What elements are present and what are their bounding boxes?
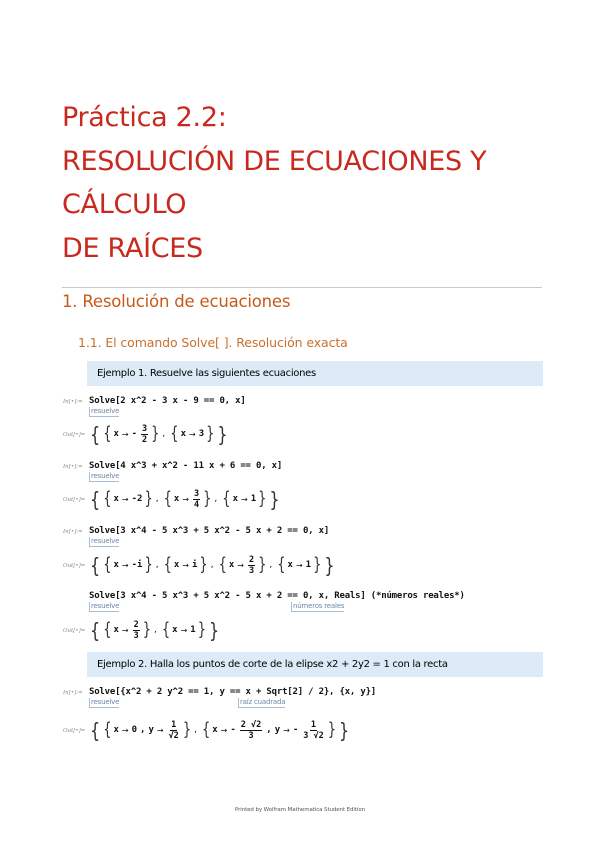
subsection-heading: 1.1. El comando Solve[ ]. Resolución exacta: [78, 335, 348, 350]
input-cell[interactable]: Solve[3 x^4 - 5 x^3 + 5 x^2 - 5 x + 2 == 0, x]: [89, 526, 330, 536]
solution-rule: x → 3: [180, 429, 205, 439]
input-label: In[•]:=: [63, 690, 83, 696]
example-1-text-cell[interactable]: Ejemplo 1. Resuelve las siguientes ecuaciones: [87, 361, 543, 386]
solution-rule: x → - $\frac{3}{2}$: [113, 423, 148, 445]
input-cell[interactable]: Solve[2 x^2 - 3 x - 9 == 0, x]: [89, 396, 246, 406]
output-label: Out[•]=: [63, 497, 86, 503]
page-title: [62, 96, 486, 270]
output-cell: { { x → - $\frac{3}{2}$ } , { x → 3 } }: [90, 422, 228, 446]
output-label: Out[•]=: [63, 432, 86, 438]
input-label: In[•]:=: [63, 464, 83, 470]
resuelve-hint[interactable]: resuelve: [91, 537, 120, 545]
resuelve-hint[interactable]: resuelve: [91, 698, 120, 706]
fraction: $\frac{2}{3}$: [133, 619, 139, 641]
solution-rule: x → 0 , y → $\frac{1}{√2}$: [113, 719, 179, 741]
section-divider: [62, 287, 542, 288]
title-line: DE RAÍCES: [62, 232, 203, 264]
input-cell[interactable]: Solve[{x^2 + 2 y^2 == 1, y == x + Sqrt[2] / 2}, {x, y}]: [89, 687, 377, 697]
output-cell: { { x → -2 } , { x → $\frac{3}{4}$ } , { x → 1 } }: [90, 487, 280, 511]
output-label: Out[•]=: [63, 563, 86, 569]
fraction: $\frac{2 √2}{3}$: [240, 719, 262, 741]
fraction: $\frac{2}{3}$: [248, 554, 255, 576]
section-heading: 1. Resolución de ecuaciones: [62, 292, 291, 311]
output-label: Out[•]=: [63, 628, 86, 634]
example-2-text-cell[interactable]: Ejemplo 2. Halla los puntos de corte de la elipse x2 + 2y2 = 1 con la recta: [87, 652, 543, 677]
solution-rule: x → 1: [172, 625, 196, 635]
input-cell[interactable]: Solve[3 x^4 - 5 x^3 + 5 x^2 - 5 x + 2 == 0, x, Reals] (*números reales*): [89, 591, 465, 601]
solution-rule: x → $\frac{3}{4}$: [173, 488, 200, 510]
output-cell: { { x → -i } , { x → i } , { x → $\frac{2}{3}$ } , { x → 1 } }: [90, 553, 335, 577]
title-line: Práctica 2.2:: [62, 102, 227, 133]
output-cell: { { x → $\frac{2}{3}$ } , { x → 1 } }: [90, 618, 220, 642]
output-label: Out[•]=: [63, 728, 86, 734]
input-label: In[•]:=: [63, 399, 83, 405]
resuelve-hint[interactable]: resuelve: [91, 602, 120, 610]
solution-rule: x → - $\frac{2 √2}{3}$ , y → - $\frac{1}{3 √2}$: [212, 719, 324, 741]
resuelve-hint[interactable]: resuelve: [91, 407, 120, 415]
title-line: CÁLCULO: [62, 189, 187, 220]
solution-rule: x → 1: [232, 494, 257, 504]
fraction: $\frac{3}{4}$: [194, 488, 200, 510]
title-line: RESOLUCIÓN DE ECUACIONES Y: [62, 145, 487, 177]
sqrt-hint[interactable]: raíz cuadrada: [240, 698, 286, 706]
fraction: $\frac{1}{3 √2}$: [303, 719, 324, 741]
fraction: $\frac{1}{√2}$: [168, 719, 179, 741]
solution-rule: x → -i: [113, 560, 143, 570]
input-cell[interactable]: Solve[4 x^3 + x^2 - 11 x + 6 == 0, x]: [89, 461, 283, 471]
solution-rule: x → $\frac{2}{3}$: [228, 554, 255, 576]
input-label: In[•]:=: [63, 529, 83, 535]
solution-rule: x → -2: [113, 494, 143, 504]
resuelve-hint[interactable]: resuelve: [91, 472, 120, 480]
solution-rule: x → i: [173, 560, 198, 570]
fraction: $\frac{3}{2}$: [142, 423, 148, 445]
solution-rule: x → $\frac{2}{3}$: [113, 619, 139, 641]
reals-hint[interactable]: números reales: [293, 602, 345, 610]
output-cell: { { x → 0 , y → $\frac{1}{√2}$ } , { x → - $\frac{2 √2}{3}$ , y → - $\frac{1}{3 √2}$ } }: [90, 718, 350, 742]
solution-rule: x → 1: [287, 560, 312, 570]
print-footer: Printed by Wolfram Mathematica Student Edition: [235, 807, 365, 813]
